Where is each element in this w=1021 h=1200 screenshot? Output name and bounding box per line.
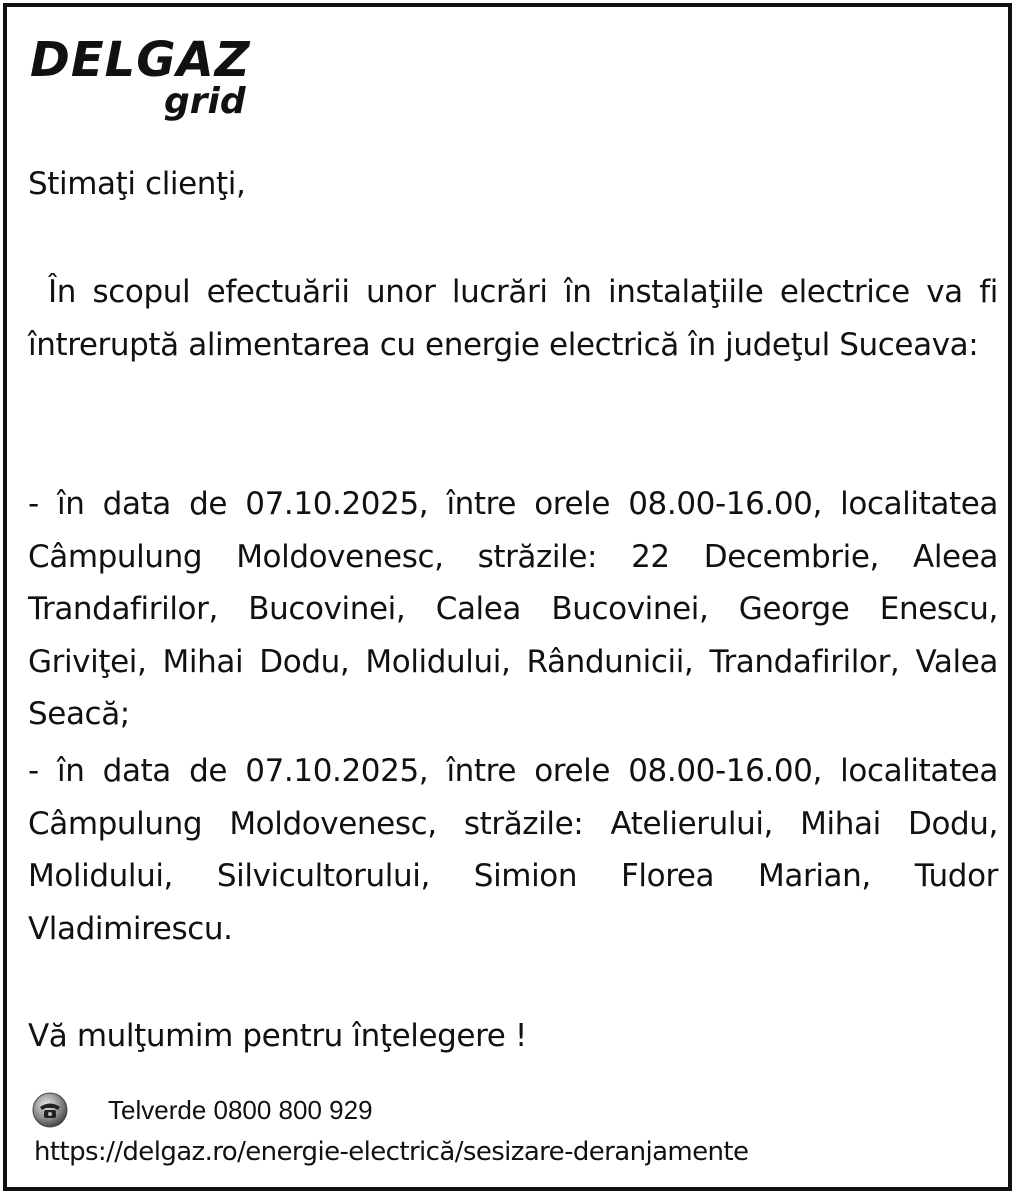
greeting: Stimaţi clienţi, — [28, 166, 246, 202]
logo-subtitle: grid — [164, 81, 246, 122]
report-url[interactable]: https://delgaz.ro/energie-electrică/sesizare-deranjamente — [34, 1137, 749, 1167]
thanks-message: Vă mulţumim pentru înţelegere ! — [28, 1018, 527, 1054]
telephone-icon — [32, 1092, 68, 1128]
outage-item-2: - în data de 07.10.2025, între orele 08.00-16.00, localitatea Câmpulung Moldovenesc, străzile: Atelierului, Mihai Dodu, Molidului, Silvicultorului, Simion Florea Marian, Tudor Vladimirescu. — [28, 753, 998, 947]
intro-paragraph: În scopul efectuării unor lucrări în instalaţiile electrice va fi întreruptă alimentarea cu energie electrică în judeţul Suceava: — [28, 274, 998, 363]
outage-item-1: - în data de 07.10.2025, între orele 08.00-16.00, localitatea Câmpulung Moldovenesc, străzile: 22 Decembrie, Aleea Trandafirilor, Bucovinei, Calea Bucovinei, George Enescu, Griviţei, Mihai Dodu, Molidului, Rândunicii, Trandafirilor, Valea Seacă; — [28, 486, 998, 732]
phone-contact — [32, 1090, 632, 1130]
logo-wordmark: DELGAZ — [30, 32, 251, 88]
delgaz-grid-logo — [30, 32, 270, 132]
phone-number: Telverde 0800 800 929 — [108, 1095, 373, 1125]
